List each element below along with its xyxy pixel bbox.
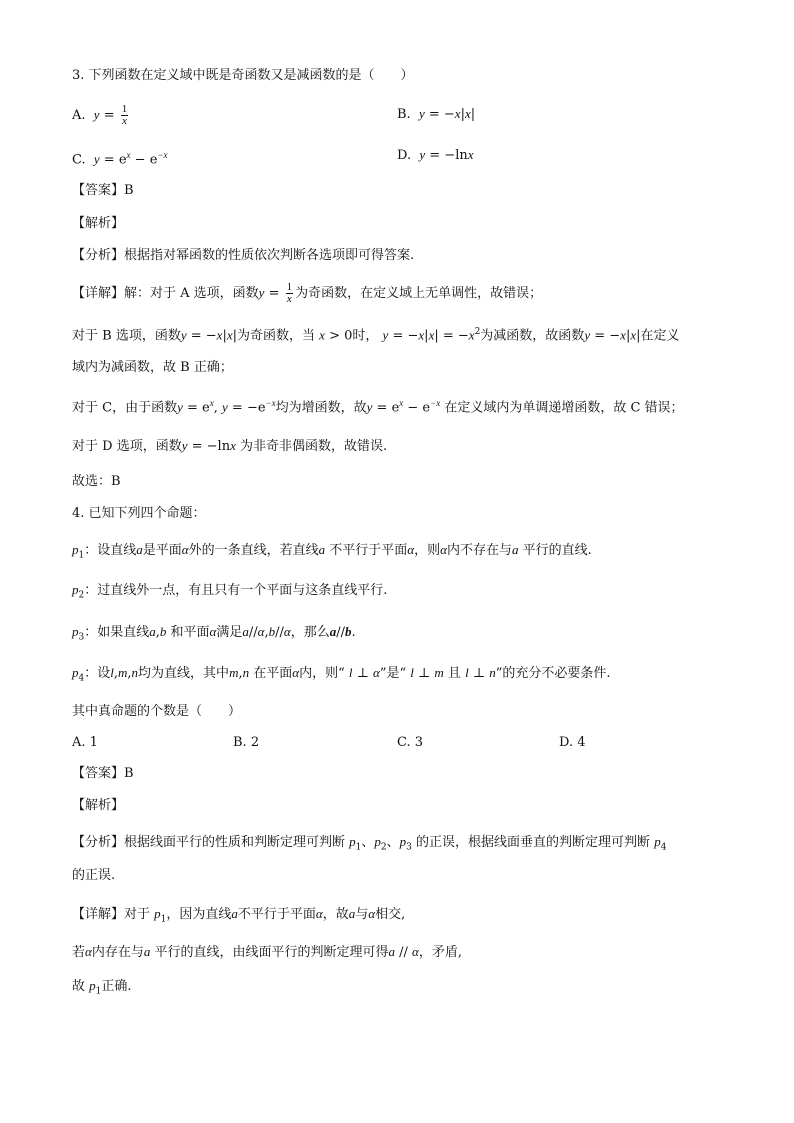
q4-xiangjie-line2: 若α内存在与a 平行的直线，由线面平行的判断定理可得a // α，矛盾, — [72, 944, 463, 960]
q3-xiangjie-a: 【详解】解：对于 A 选项，函数y = $\frac{1}{x}$ 为奇函数，在定义域上无单调性，故错误； — [72, 281, 543, 305]
q3-option-a: A. y = $\frac{1}{x}$ — [72, 103, 128, 127]
q4-answer: 【答案】B — [72, 766, 134, 781]
q4-p2: $p_2$：过直线外一点，有且只有一个平面与这条直线平行. — [72, 582, 388, 601]
q3-xiangjie-c: 对于 C，由于函数$y = e^x$, $y = -e^{-x}$均为增函数，故$y = e^x - e^{-x}$ 在定义域内为单调递增函数，故 C 错误； — [72, 398, 684, 416]
q4-ask: 其中真命题的个数是（ ） — [72, 704, 242, 719]
q4-p3: $p_3$：如果直线a,b 和平面α满足a//α,b//α，那么a//b. — [72, 624, 356, 643]
q3-xiangjie-b2: 域内为减函数，故 B 正确； — [72, 360, 233, 375]
q4-stem: 4. 已知下列四个命题： — [72, 506, 206, 521]
q3-option-c: C. $y = e^x - e^{-x}$ — [72, 150, 168, 168]
q3-xiangjie-b1: 对于 B 选项，函数y = −x|x|为奇函数，当 x > 0时， $y = -x|x| = -x^2$为减函数，故函数y = −x|x|在定义 — [72, 327, 680, 344]
q3-answer: 【答案】B — [72, 183, 134, 198]
q4-option-d: D. 4 — [559, 735, 586, 750]
q3-xiangjie-d: 对于 D 选项，函数y = −lnx 为非奇非偶函数，故错误. — [72, 438, 388, 454]
q4-option-c: C. 3 — [397, 735, 424, 750]
q3-analysis-title: 【解析】 — [72, 216, 125, 231]
q4-fenxi-line2: 的正误. — [72, 868, 116, 883]
q3-fenxi: 【分析】根据指对幂函数的性质依次判断各选项即可得答案. — [72, 248, 415, 263]
q4-p4: $p_4$：设l,m,n均为直线，其中m,n 在平面α内，则“ l ⊥ α”是“ l ⊥ m 且 l ⊥ n”的充分不必要条件. — [72, 665, 611, 684]
q4-xiangjie-line1: 【详解】对于 $p_1$，因为直线a不平行于平面α，故a与α相交, — [72, 906, 406, 925]
q3-stem: 3. 下列函数在定义域中既是奇函数又是减函数的是（ ） — [72, 68, 414, 83]
q4-fenxi-line1: 【分析】根据线面平行的性质和判断定理可判断 $p_1$、$p_2$、$p_3$ 的正误，根据线面垂直的判断定理可判断 $p_4$ — [72, 834, 667, 853]
q4-option-a: A. 1 — [72, 735, 98, 750]
q4-p1: $p_1$：设直线a是平面α外的一条直线，若直线a 不平行于平面α，则α内不存在与a 平行的直线. — [72, 542, 592, 561]
q3-choose: 故选：B — [72, 474, 121, 489]
q3-option-b: B. y = −x|x| — [397, 106, 476, 122]
q3-option-d: D. y = −lnx — [397, 147, 474, 163]
q4-xiangjie-line3: 故 $p_1$正确. — [72, 978, 132, 997]
q4-analysis-title: 【解析】 — [72, 798, 125, 813]
q4-option-b: B. 2 — [233, 735, 260, 750]
